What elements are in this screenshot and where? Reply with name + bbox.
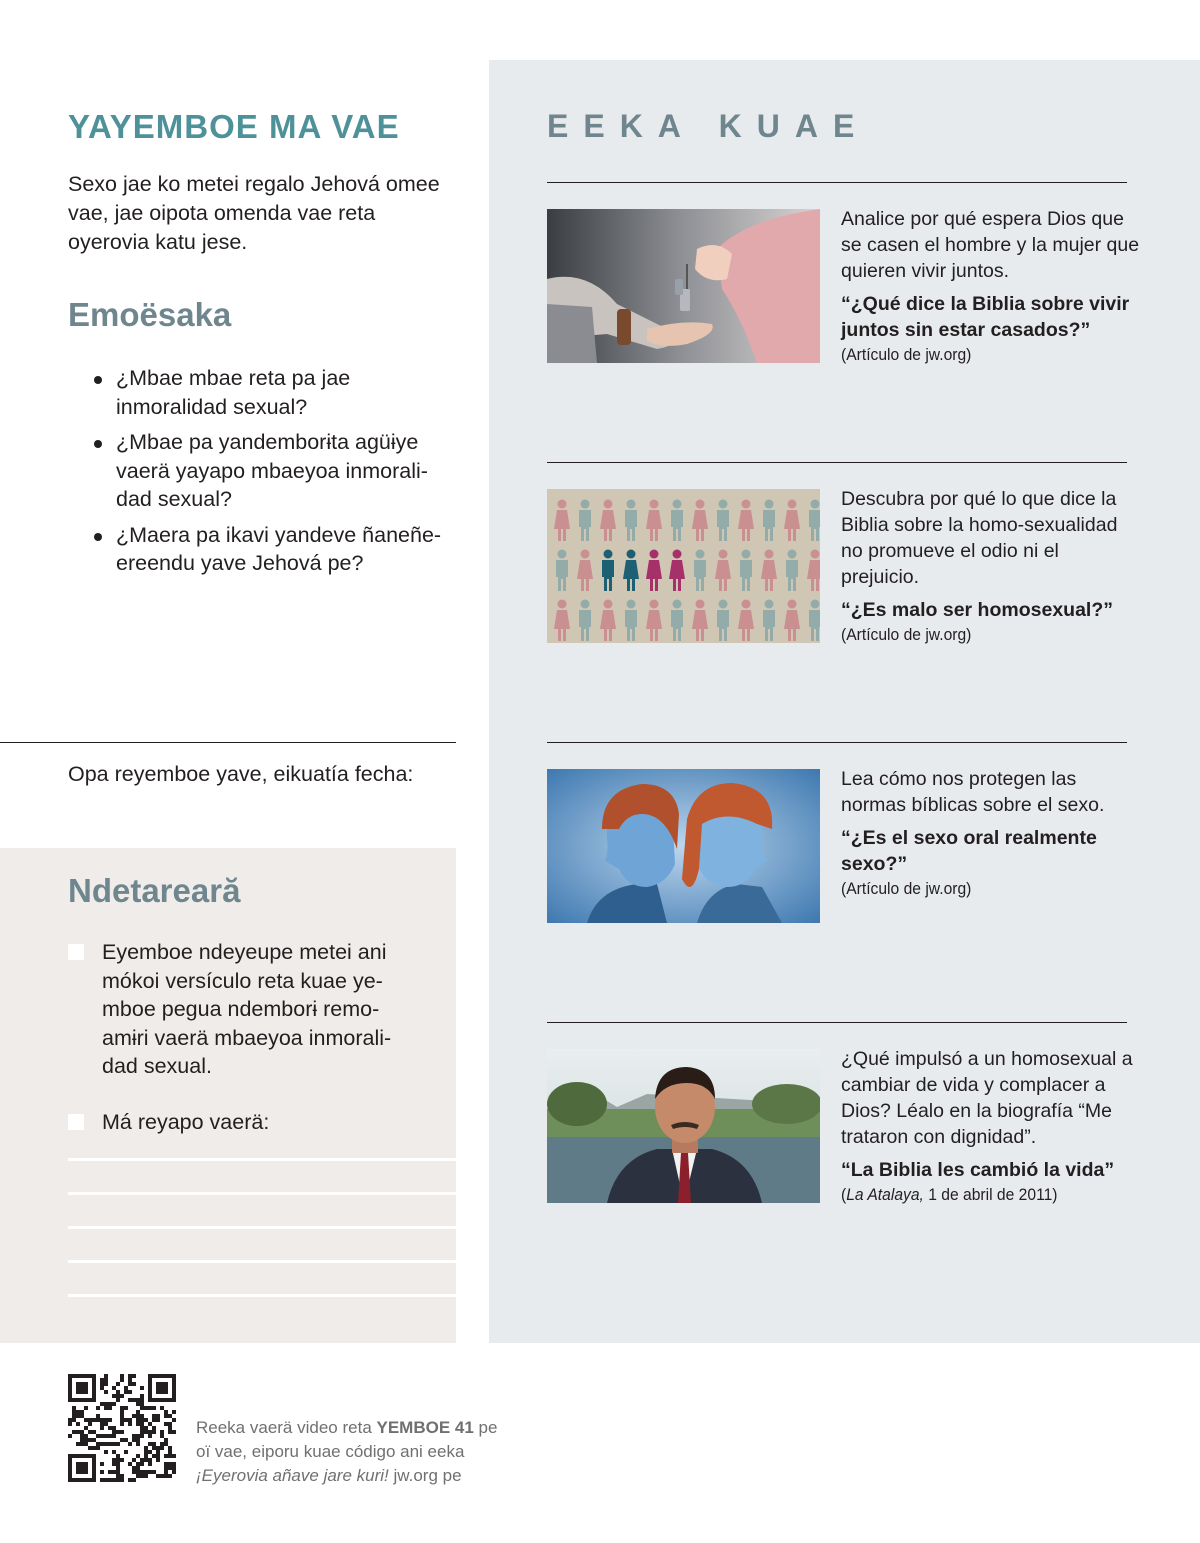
resource-item bbox=[841, 1046, 1141, 1207]
article-title[interactable]: “¿Es el sexo oral realmente sexo?” bbox=[841, 827, 1097, 875]
lesson-title: YAYEMBOE MA VAE bbox=[68, 108, 400, 145]
qr-code-icon[interactable] bbox=[68, 1374, 176, 1482]
writing-line[interactable] bbox=[68, 1192, 456, 1195]
divider bbox=[547, 462, 1127, 463]
intro-text: Sexo jae ko metei regalo Jehová omee vae, jae oipota omenda vae reta oyerovia katu jese. bbox=[68, 172, 440, 254]
people-icons-illustration bbox=[547, 489, 820, 643]
portrait-illustration bbox=[547, 1049, 820, 1203]
divider bbox=[547, 182, 1127, 183]
resource-description: Lea cómo nos protegen las normas bíblicas sobre el sexo. bbox=[841, 768, 1105, 816]
resource-item bbox=[841, 486, 1141, 647]
footer-text: Reeka vaerä video reta YEMBOE 41 pe oï vae, eiporu kuae código ani eeka ¡Eyerovia añave jare kuri! jw.org pe bbox=[196, 1418, 498, 1485]
resource-description: Descubra por qué lo que dice la Biblia sobre la homo-sexualidad no promueve el odio ni el prejuicio. bbox=[841, 488, 1118, 588]
question-item: ¿Mbae pa yandemborɨta agüɨye vaerä yayapo mbaeyoa inmorali-dad sexual? bbox=[92, 428, 462, 514]
todo-panel bbox=[0, 848, 456, 1343]
writing-line[interactable] bbox=[68, 1158, 456, 1161]
writing-line[interactable] bbox=[68, 1226, 456, 1229]
divider bbox=[0, 742, 456, 743]
writing-line[interactable] bbox=[68, 1260, 456, 1263]
hands-keys-illustration bbox=[547, 209, 820, 363]
article-source: (Artículo de jw.org) bbox=[841, 879, 972, 898]
resource-item bbox=[841, 206, 1141, 367]
article-title[interactable]: “La Biblia les cambió la vida” bbox=[841, 1159, 1115, 1181]
resource-description: ¿Qué impulsó a un homosexual a cambiar de vida y complacer a Dios? Léalo en la biografía “Me trataron con dignidad”. bbox=[841, 1048, 1133, 1148]
explore-heading: EEKA KUAE bbox=[547, 108, 870, 144]
questions-heading: Emoësaka bbox=[68, 296, 232, 333]
date-label: Opa reyemboe yave, eikuatía fecha: bbox=[68, 762, 414, 786]
resource-item bbox=[841, 766, 1141, 901]
todo-heading: Ndetareară bbox=[68, 872, 241, 909]
article-title[interactable]: “¿Qué dice la Biblia sobre vivir juntos sin estar casados?” bbox=[841, 293, 1130, 341]
todo-item bbox=[68, 1108, 418, 1137]
divider bbox=[547, 742, 1127, 743]
silhouette-illustration bbox=[547, 769, 820, 923]
man-portrait-photo[interactable] bbox=[547, 1049, 820, 1203]
todo-text: Eyemboe ndeyeupe metei ani mókoi versículo reta kuae ye-mboe pegua ndemborɨ remo-amɨri vaerä mbaeyoa inmorali-dad sexual. bbox=[102, 940, 392, 1078]
hands-keys-photo[interactable] bbox=[547, 209, 820, 363]
article-source: (Artículo de jw.org) bbox=[841, 345, 972, 364]
checkbox[interactable] bbox=[68, 944, 84, 960]
man-woman-silhouette[interactable] bbox=[547, 769, 820, 923]
people-icons-pattern[interactable] bbox=[547, 489, 820, 643]
divider bbox=[547, 1022, 1127, 1023]
question-item: ¿Maera pa ikavi yandeve ñaneñe-ereendu yave Jehová pe? bbox=[92, 521, 462, 578]
todo-item bbox=[68, 938, 418, 1081]
article-title[interactable]: “¿Es malo ser homosexual?” bbox=[841, 599, 1114, 621]
article-source: (Artículo de jw.org) bbox=[841, 625, 972, 644]
resource-description: Analice por qué espera Dios que se casen el hombre y la mujer que quieren vivir juntos. bbox=[841, 208, 1140, 282]
article-source: (La Atalaya, 1 de abril de 2011) bbox=[841, 1185, 1058, 1204]
questions-list bbox=[92, 364, 462, 585]
question-item: ¿Mbae mbae reta pa jae inmoralidad sexual? bbox=[92, 364, 462, 421]
todo-text: Má reyapo vaerä: bbox=[102, 1110, 270, 1134]
writing-line[interactable] bbox=[68, 1294, 456, 1297]
checkbox[interactable] bbox=[68, 1114, 84, 1130]
